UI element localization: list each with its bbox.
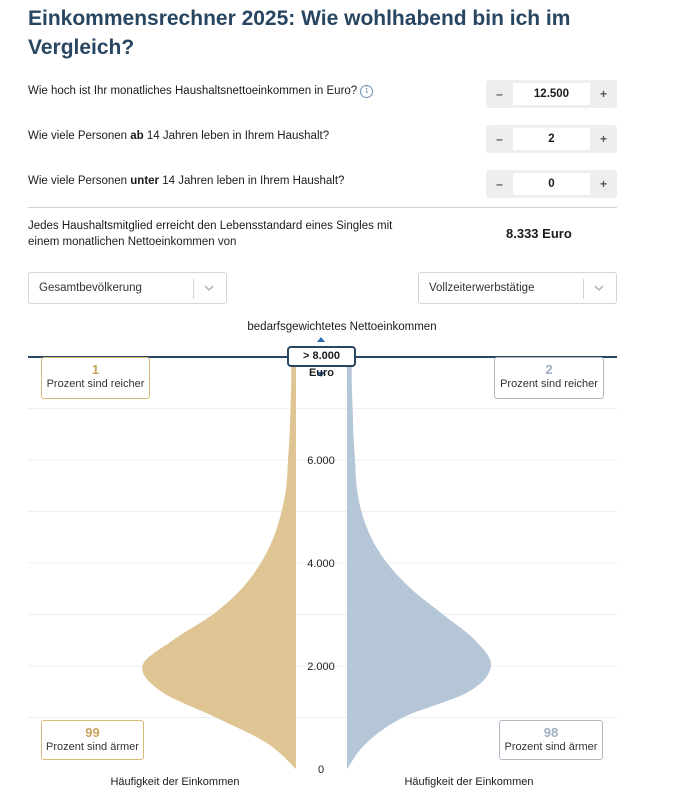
children-increment-button[interactable]: + xyxy=(599,177,607,191)
children-question-pre: Wie viele Personen xyxy=(28,175,131,187)
children-question-post: 14 Jahren leben in Ihrem Haushalt? xyxy=(159,175,345,187)
y-tick-label: 4.000 xyxy=(307,558,335,570)
x-axis-label-right: Häufigkeit der Einkommen xyxy=(404,776,534,788)
left-richer-label: Prozent sind reicher xyxy=(46,378,145,390)
adults-decrement-button[interactable]: – xyxy=(496,132,503,146)
income-input[interactable]: 12.500 xyxy=(513,83,590,105)
info-icon[interactable]: i xyxy=(360,85,373,98)
income-stepper xyxy=(486,80,617,108)
right-poorer-box xyxy=(499,720,603,760)
right-poorer-label: Prozent sind ärmer xyxy=(504,741,598,753)
income-question xyxy=(28,85,373,98)
chart-title: bedarfsgewichtetes Nettoeinkommen xyxy=(247,321,437,333)
adults-question-bold: ab xyxy=(130,130,144,142)
divider xyxy=(28,207,617,208)
marker-up-arrow-icon xyxy=(317,337,325,342)
income-question-label: Wie hoch ist Ihr monatliches Haushaltsnettoeinkommen in Euro? xyxy=(28,85,358,97)
chevron-down-icon xyxy=(202,281,216,295)
right-richer-label: Prozent sind reicher xyxy=(500,378,598,390)
population-select-left[interactable] xyxy=(28,272,227,304)
left-richer-box xyxy=(41,357,150,399)
adults-increment-button[interactable]: + xyxy=(599,132,607,146)
right-poorer-value: 98 xyxy=(543,725,559,740)
children-question-row xyxy=(28,170,618,198)
page-title: Einkommensrechner 2025: Wie wohlhabend bin ich im Vergleich? xyxy=(28,7,571,59)
income-marker-label[interactable]: > 8.000 Euro xyxy=(287,346,356,367)
children-stepper xyxy=(486,170,617,198)
adults-question xyxy=(28,130,329,142)
result-value: 8.333 Euro xyxy=(506,226,572,241)
children-decrement-button[interactable]: – xyxy=(496,177,503,191)
select-right-value: Vollzeiterwerbstätige xyxy=(429,282,535,294)
right-richer-value: 2 xyxy=(545,362,553,377)
income-question-row xyxy=(28,80,618,108)
income-decrement-button[interactable]: – xyxy=(496,87,503,101)
left-richer-value: 1 xyxy=(91,362,100,377)
select-separator xyxy=(583,279,584,299)
y-tick-label: 2.000 xyxy=(307,661,335,673)
adults-input[interactable]: 2 xyxy=(513,128,590,150)
y-tick-label: 0 xyxy=(317,764,325,776)
income-increment-button[interactable]: + xyxy=(599,87,607,101)
children-question xyxy=(28,175,344,187)
x-axis-label-left: Häufigkeit der Einkommen xyxy=(110,776,240,788)
children-question-bold: unter xyxy=(130,175,160,187)
children-input[interactable]: 0 xyxy=(513,173,590,195)
left-poorer-label: Prozent sind ärmer xyxy=(46,741,139,753)
population-select-right[interactable] xyxy=(418,272,617,304)
adults-question-post: 14 Jahren leben in Ihrem Haushalt? xyxy=(143,130,330,142)
y-tick-label: 6.000 xyxy=(307,455,335,467)
adults-stepper xyxy=(486,125,617,153)
result-description: Jedes Haushaltsmitglied erreicht den Lebensstandard eines Singles mit einem monatlichen Nettoeinkommen von xyxy=(28,220,393,248)
adults-question-pre: Wie viele Personen xyxy=(28,130,131,142)
adults-question-row xyxy=(28,125,618,153)
chevron-down-icon xyxy=(592,281,606,295)
left-poorer-value: 99 xyxy=(85,725,100,740)
select-separator xyxy=(193,279,194,299)
right-richer-box xyxy=(494,357,604,399)
select-left-value: Gesamtbevölkerung xyxy=(39,282,142,294)
left-poorer-box xyxy=(41,720,144,760)
